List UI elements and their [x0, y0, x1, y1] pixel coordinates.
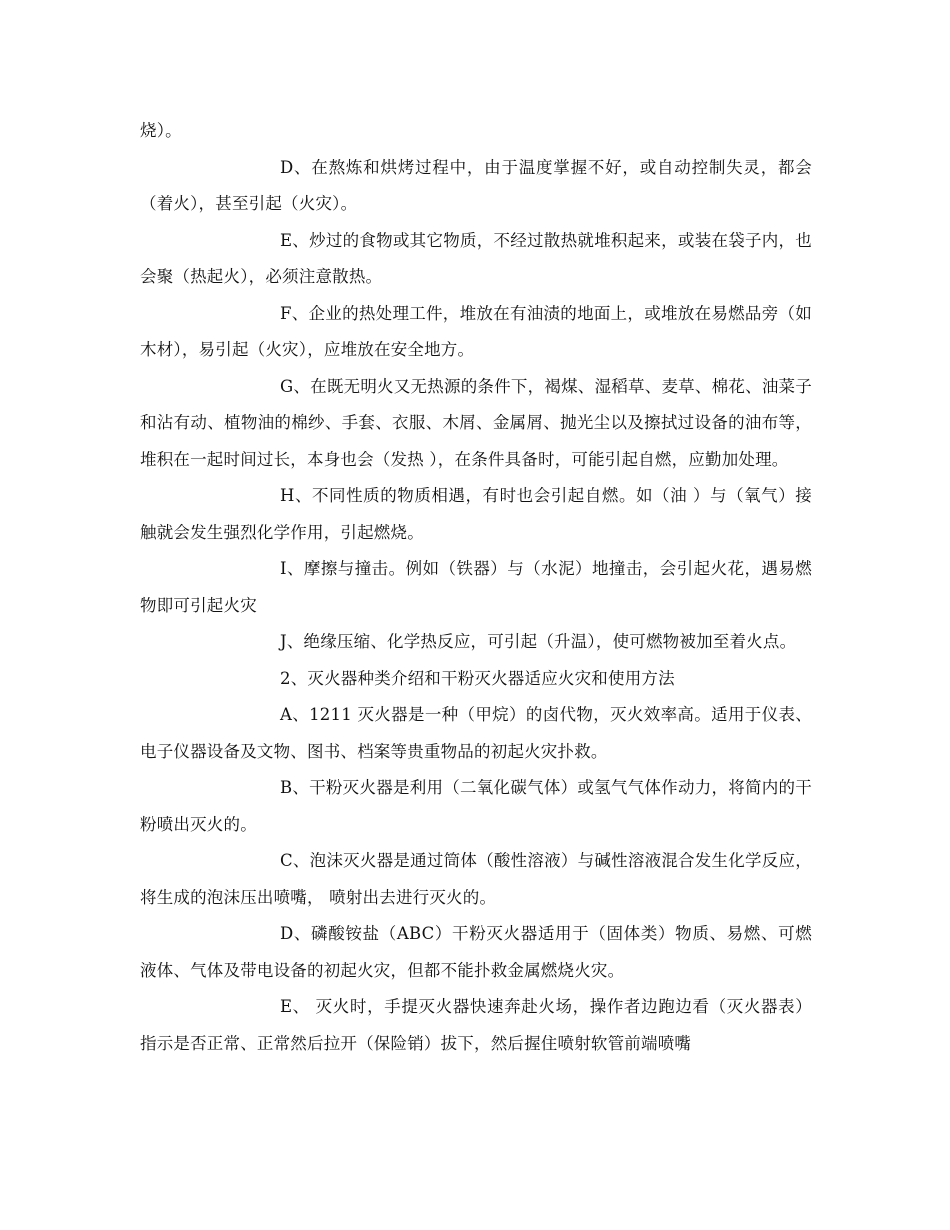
paragraph-c-foam: C、泡沫灭火器是通过筒体（酸性溶液）与碱性溶液混合发生化学反应，将生成的泡沫压出喷嘴， 喷射出去进行灭火的。	[140, 851, 812, 907]
paragraph-f-heat-treatment: F、企业的热处理工件，堆放在有油渍的地面上，或堆放在易燃品旁（如木材），易引起（火灾），应堆放在安全地方。	[140, 303, 812, 359]
paragraph-d-baking: D、在熬炼和烘烤过程中，由于温度掌握不好，或自动控制失灵，都会（着火），甚至引起（火灾）。	[140, 157, 812, 213]
paragraph-d-abc-powder: D、磷酸铵盐（ABC）干粉灭火器适用于（固体类）物质、易燃、可燃液体、气体及带电设备的初起火灾，但都不能扑救金属燃烧火灾。	[140, 924, 812, 980]
paragraph-i-friction: I、摩擦与撞击。例如（铁器）与（水泥）地撞击，会引起火花，遇易燃物即可引起火灾	[140, 559, 812, 615]
paragraph-fragment: 烧）。	[140, 121, 182, 140]
paragraph-e-usage: E、 灭火时，手提灭火器快速奔赴火场，操作者边跑边看（灭火器表）指示是否正常、正常然后拉开（保险销）拔下，然后握住喷射软管前端喷嘴	[140, 997, 812, 1053]
paragraph-e-food-heat: E、炒过的食物或其它物质，不经过散热就堆积起来，或装在袋子内，也会聚（热起火），必须注意散热。	[140, 230, 812, 286]
paragraph-a-1211: A、1211 灭火器是一种（甲烷）的卤代物，灭火效率高。适用于仪表、电子仪器设备及文物、图书、档案等贵重物品的初起火灾扑救。	[140, 705, 812, 761]
document-page	[140, 113, 812, 1062]
paragraph-h-substances: H、不同性质的物质相遇，有时也会引起自燃。如（油 ）与（氧气）接触就会发生强烈化学作用，引起燃烧。	[140, 486, 812, 542]
paragraph-g-spontaneous-combustion: G、在既无明火又无热源的条件下，褐煤、湿稻草、麦草、棉花、油菜子和沾有动、植物油的棉纱、手套、衣服、木屑、金属屑、抛光尘以及擦拭过设备的油布等，堆积在一起时间过长，本身也会（发热 ），在条件具备时，可能引起自燃，应勤加处理。	[140, 376, 812, 469]
section-heading-extinguishers: 2、灭火器种类介绍和干粉灭火器适应火灾和使用方法	[280, 668, 675, 688]
paragraph-j-compression: J、绝缘压缩、化学热反应，可引起（升温），使可燃物被加至着火点。	[280, 632, 797, 651]
paragraph-b-dry-powder: B、干粉灭火器是利用（二氧化碳气体）或氢气气体作动力，将简内的干粉喷出灭火的。	[140, 778, 812, 834]
